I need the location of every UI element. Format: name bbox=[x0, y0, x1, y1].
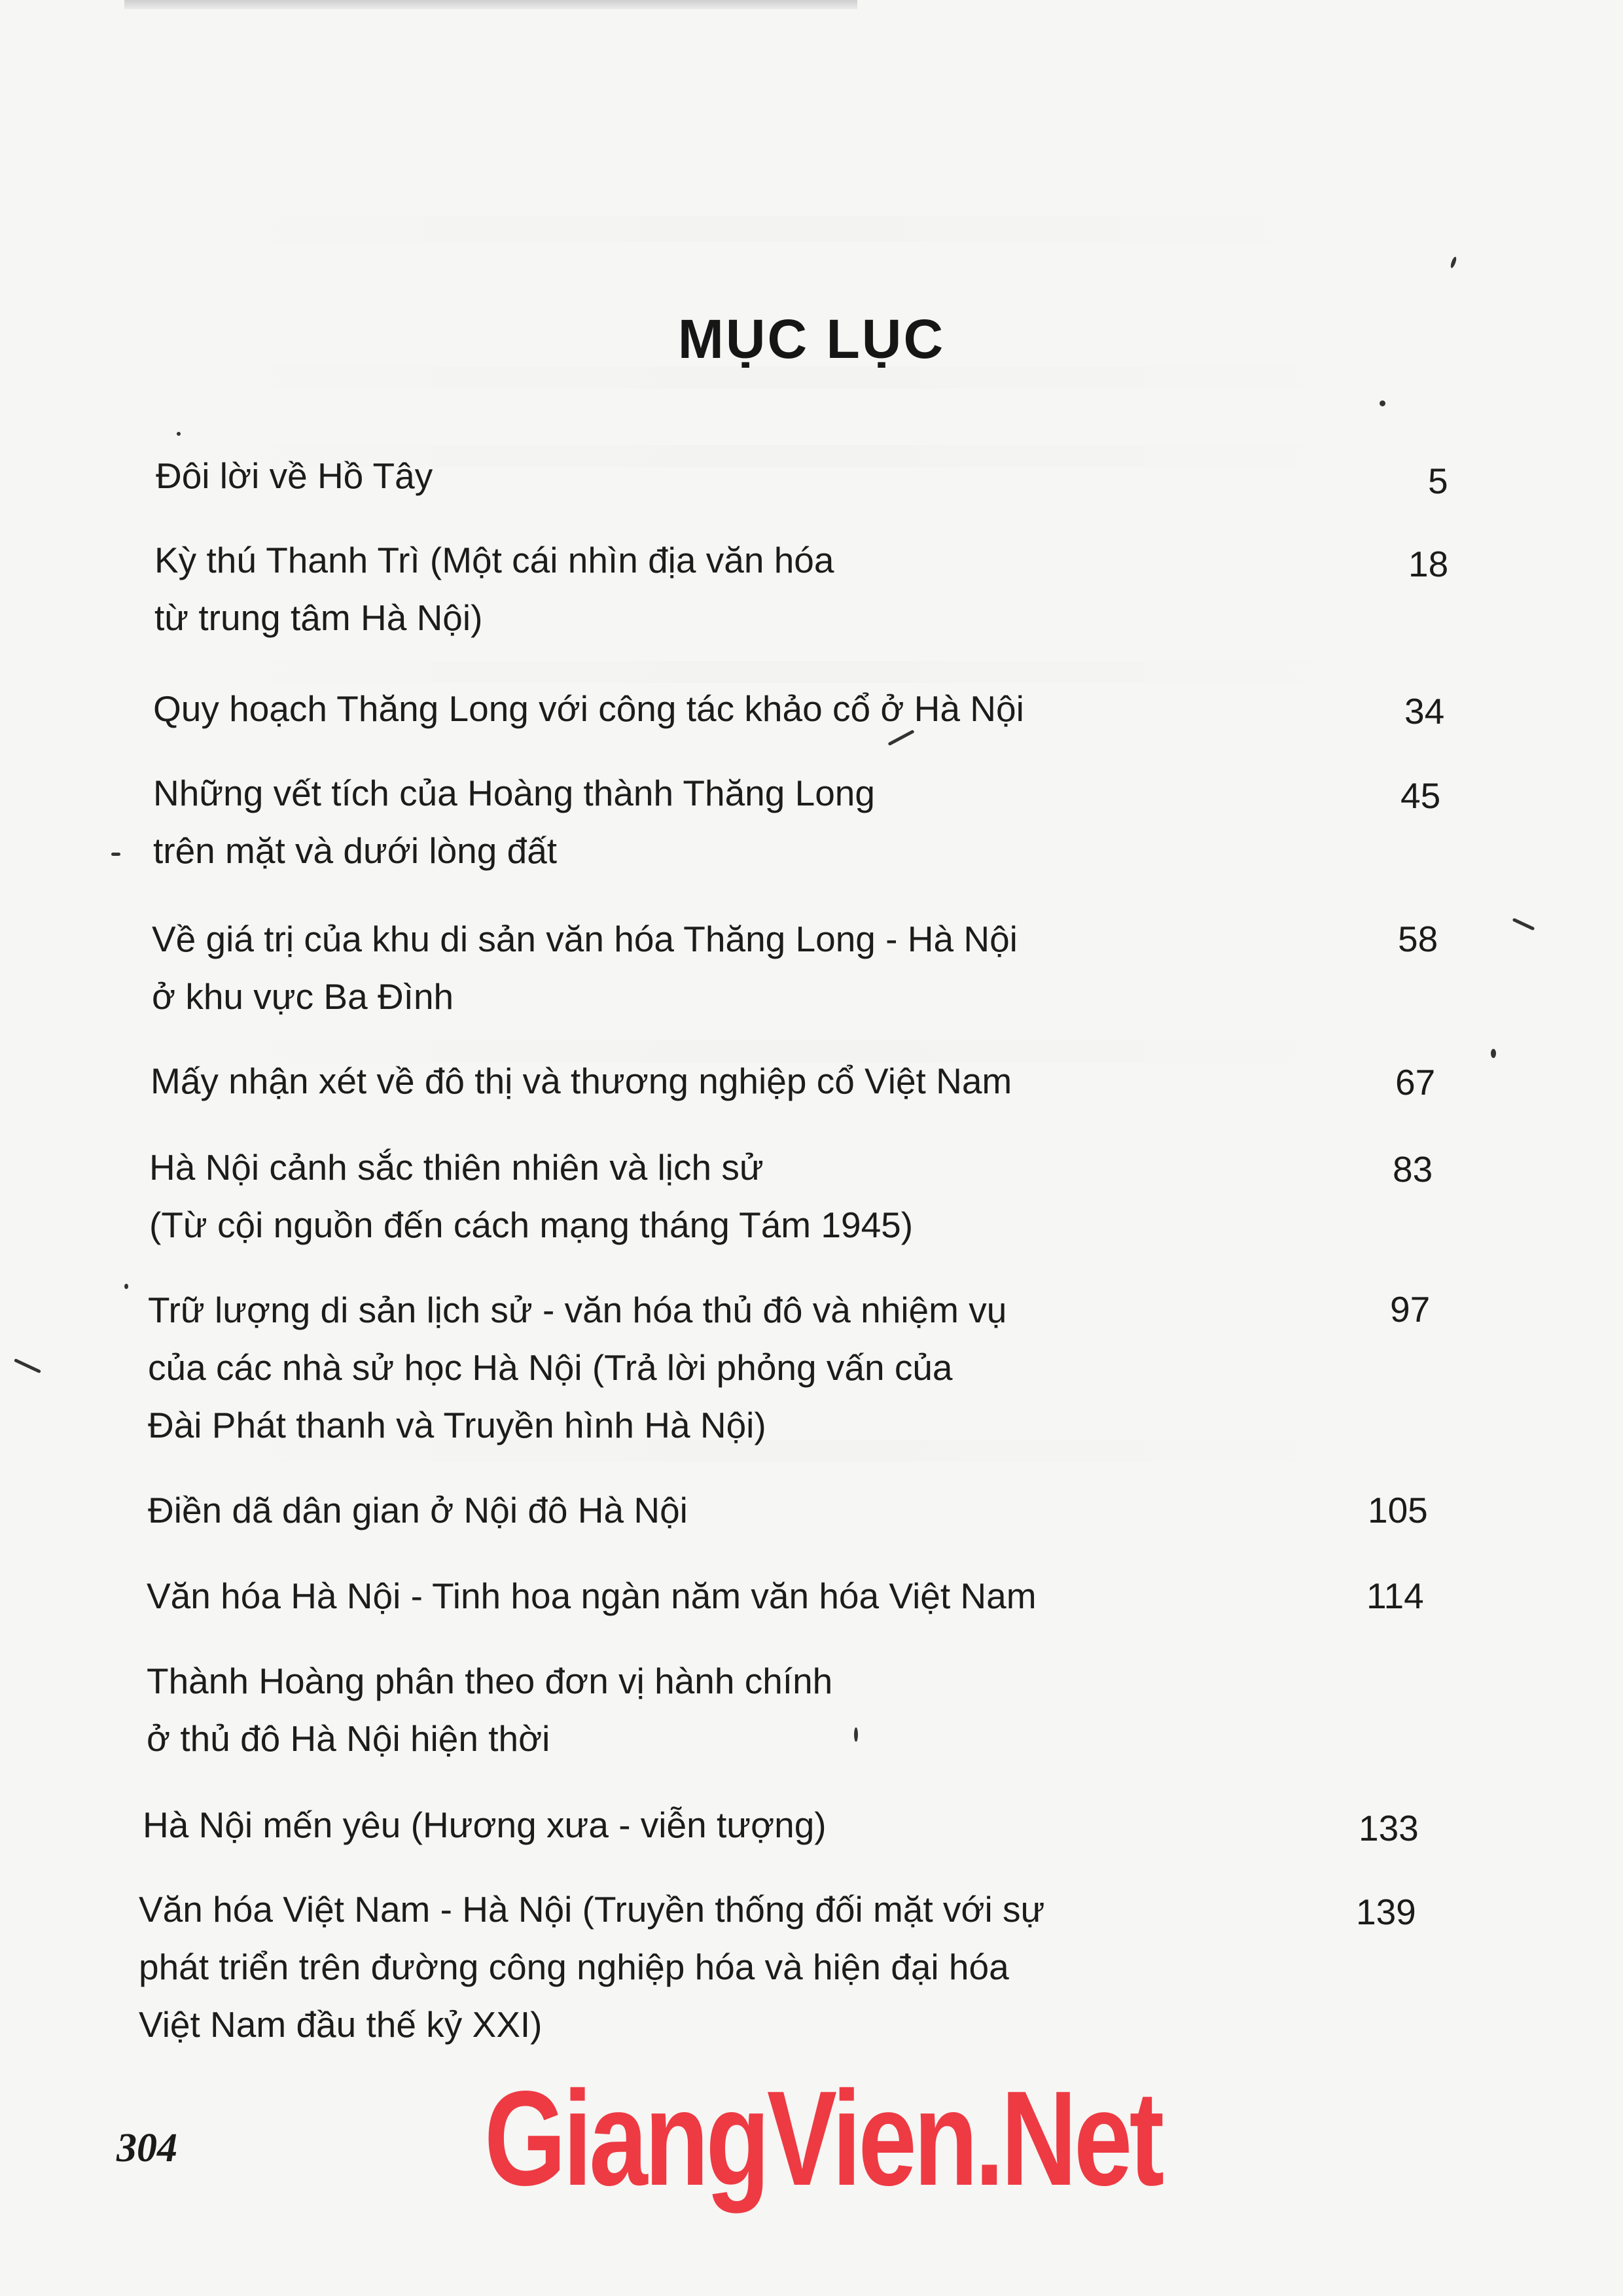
toc-entry-page: 105 bbox=[1368, 1490, 1428, 1530]
toc-entry-title-line: phát triển trên đường công nghiệp hóa và hiện đại hóa bbox=[139, 1947, 1009, 1987]
toc-entry bbox=[154, 531, 834, 646]
toc-entry-title-line: Trữ lượng di sản lịch sử - văn hóa thủ đô và nhiệm vụ bbox=[148, 1290, 1007, 1330]
toc-entry-page: 133 bbox=[1359, 1808, 1419, 1848]
toc-entry-title-line: trên mặt và dưới lòng đất bbox=[153, 830, 558, 871]
toc-entry-title-line: Mấy nhận xét về đô thị và thương nghiệp cổ Việt Nam bbox=[151, 1061, 1012, 1101]
toc-entry-title-line: Văn hóa Việt Nam - Hà Nội (Truyền thống đối mặt với sự bbox=[139, 1889, 1045, 1930]
toc-entry-title-line: (Từ cội nguồn đến cách mạng tháng Tám 1945) bbox=[149, 1205, 914, 1245]
toc-entry bbox=[149, 1139, 913, 1254]
toc-entry bbox=[153, 764, 875, 879]
toc-entry-title-line: của các nhà sử học Hà Nội (Trả lời phỏng vấn của bbox=[148, 1347, 953, 1388]
toc-entry-page: 139 bbox=[1356, 1892, 1416, 1932]
toc-entry-title-line: Về giá trị của khu di sản văn hóa Thăng Long - Hà Nội bbox=[152, 919, 1018, 959]
toc-entry-page: 45 bbox=[1400, 775, 1441, 816]
page-number: 304 bbox=[116, 2126, 177, 2170]
toc-entry-title-line: Điền dã dân gian ở Nội đô Hà Nội bbox=[148, 1490, 688, 1530]
toc-entry-title-line: Những vết tích của Hoàng thành Thăng Long bbox=[153, 773, 875, 813]
toc-entry-title-line: Hà Nội cảnh sắc thiên nhiên và lịch sử bbox=[149, 1147, 764, 1188]
toc-entry bbox=[147, 1567, 1037, 1625]
toc-entry-page: 34 bbox=[1404, 691, 1445, 732]
toc-entry-title-line: Văn hóa Hà Nội - Tinh hoa ngàn năm văn hóa Việt Nam bbox=[147, 1576, 1037, 1616]
toc-entry-title-line: từ trung tâm Hà Nội) bbox=[154, 597, 483, 638]
toc-entry bbox=[153, 680, 1024, 737]
scan-speck bbox=[124, 1284, 128, 1289]
toc-entry-page: 83 bbox=[1393, 1149, 1433, 1190]
toc-entry bbox=[151, 1052, 1012, 1110]
scan-speck bbox=[177, 432, 181, 436]
toc-entry bbox=[147, 1652, 832, 1767]
page-title: MỤC LỤC bbox=[677, 308, 946, 370]
toc-entry-page: 58 bbox=[1398, 919, 1438, 959]
toc-entry-title-line: ở khu vực Ba Đình bbox=[152, 976, 454, 1017]
toc-entry-page: 97 bbox=[1390, 1289, 1431, 1330]
watermark: GiangVien.Net bbox=[484, 2063, 1162, 2214]
toc-entry-title-line: Thành Hoàng phân theo đơn vị hành chính bbox=[147, 1661, 833, 1701]
toc-entry-page: 18 bbox=[1408, 544, 1449, 584]
toc-entry-title-line: Đôi lời về Hồ Tây bbox=[156, 455, 433, 496]
toc-entry-title-line: Hà Nội mến yêu (Hương xưa - viễn tượng) bbox=[143, 1805, 827, 1845]
toc-entry bbox=[148, 1481, 688, 1539]
scan-speck bbox=[854, 1727, 858, 1742]
toc-entry-title-line: ở thủ đô Hà Nội hiện thời bbox=[147, 1718, 550, 1759]
scan-speck bbox=[1380, 400, 1385, 406]
scan-speck bbox=[1491, 1049, 1496, 1058]
toc-entry-title-line: Đài Phát thanh và Truyền hình Hà Nội) bbox=[148, 1405, 766, 1445]
toc-entry-page: 5 bbox=[1428, 461, 1448, 501]
toc-entry bbox=[139, 1881, 1044, 2053]
scan-speck bbox=[111, 853, 120, 856]
toc-entry-page: 114 bbox=[1366, 1576, 1424, 1616]
toc-entry bbox=[143, 1796, 827, 1854]
toc-entry bbox=[156, 447, 433, 504]
toc-entry-title-line: Kỳ thú Thanh Trì (Một cái nhìn địa văn hóa bbox=[154, 540, 834, 580]
toc-entry bbox=[152, 910, 1018, 1025]
toc-entry-title-line: Quy hoạch Thăng Long với công tác khảo cổ ở Hà Nội bbox=[153, 688, 1024, 729]
toc-entry-title-line: Việt Nam đầu thế kỷ XXI) bbox=[139, 2004, 543, 2045]
toc-entry-page: 67 bbox=[1395, 1062, 1436, 1103]
toc-entry bbox=[148, 1281, 1007, 1454]
